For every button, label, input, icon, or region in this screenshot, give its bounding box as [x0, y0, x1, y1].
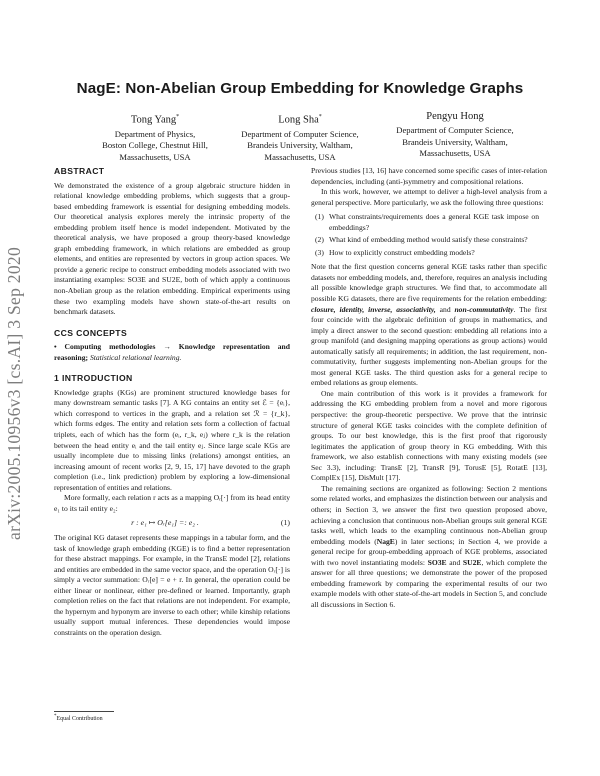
author-location: Massachusetts, USA [419, 148, 491, 159]
abstract-text: We demonstrated the existence of a group algebraic structure hidden in relational knowledge embedding problems, which suggests that a group-based embedding framework is essential for designing embedding models. Our theoretical analysis explores merely the intrinsic property of the embedding problem itself hence is model independent. Motivated by the theoretical analysis, we have proposed a group theory-based knowledge graph embedding framework, in which relations are embedded as group elements, and entities are represented by vectors in group action spaces. We provide a generic recipe to construct embedding models associated with two instantiating examples: SO3E and SU2E, both of which apply a continuous non-Abelian group as the relation embedding. Empirical experiments using these two exampling models have shown state-of-the-art results on benchmark datasets. [54, 180, 290, 317]
arxiv-identifier: arXiv:2005.10956v3 [cs.AI] 3 Sep 2020 [4, 246, 24, 540]
introduction-heading: 1 INTRODUCTION [54, 373, 133, 384]
emphasis-non-commutativity: non-commutativity [454, 304, 514, 314]
equation-1 [54, 518, 290, 529]
author-location: Massachusetts, USA [119, 151, 191, 162]
list-item: (2) What kind of embedding method would satisfy these constraints? [315, 235, 528, 245]
ccs-heading: CCS CONCEPTS [54, 327, 128, 338]
list-item: (1) What constraints/requirements does a general KGE task impose on embeddings? [315, 212, 539, 232]
right-paragraph-3: Note that the first question concerns general KGE tasks rather than specific datasets nor embedding models, and, therefore, requires an analysis including all possible knowledge graph structures. We find that, to accommodate all possible KG datasets, there are five requirements for the relation embedding: closure, identity, inverse, associativity, and non-commutativity. The first four coincide with the algebraic definition of groups in mathematics, and imply a direct answer to the second question: embedding all relations into a group manifold (and designing mapping operations as group actions) would automatically satisfy all requirements; in addition, the last requirement, non-commutativity, further suggests implementing non-Abelian groups for the most general KGE tasks. The third question asks for a general recipe to embed relations as group elements. [311, 262, 547, 388]
right-column [311, 166, 547, 610]
paper-title: NagE: Non-Abelian Group Embedding for Knowledge Graphs [76, 80, 524, 97]
right-paragraph-2: In this work, however, we attempt to deliver a high-level analysis from a general perspective. More particularly, we ask the following three questions: [311, 187, 547, 207]
model-nage: NagE [376, 536, 395, 546]
abstract-heading: ABSTRACT [54, 166, 105, 176]
author-name: Tong Yang* [130, 114, 180, 126]
right-paragraph-1: Previous studies [13, 16] have concerned some specific cases of inter-relation dependencies, including (anti-)symmetry and compositional relations. [311, 166, 547, 186]
intro-paragraph-3: The original KG dataset represents these mappings in a tabular form, and the task of knowledge graph embedding (KGE) is to find a better representation for these abstract mappings. For example, in the TransE model [2], relations and entities are embedded in the same vector space, and the operation Oᵣ[·] is simply a vector summation: Oᵣ[e] = e + r. In general, the operation could be either linear or nonlinear, either pre-defined or learned. Importantly, graph completion relies on the fact that relations are not independent. For example, the hypernym and hyponym are inverse to each other; while kinship relations usually support mutual inferences. These dependencies would impose constraints on the operation design. [54, 532, 290, 637]
emphasis-group-axioms: closure, identity, inverse, associativity, [311, 304, 436, 314]
author-department: Department of Computer Science, [396, 125, 514, 135]
ccs-bold: • Computing methodologies → Knowledge representation and reasoning; [54, 342, 290, 362]
intro-paragraph-1: Knowledge graphs (KGs) are prominent structured knowledge bases for many downstream semantic tasks [7]. A KG contains an entity set ℰ = {eᵢ}, which correspond to vertices in the graph, and a relation set ℛ = {r_k}, which forms edges. The entity and relation sets form a collection of factual triplets, each of which has the form (eᵢ, r_k, eⱼ) where r_k is the relation between the head entity eᵢ and the tail entity eⱼ. Since large scale KGs are usually incomplete due to missing links (relations) amongst entities, an increasing amount of recent works [2, 9, 15, 17] have devoted to the graph completion (i.e., link prediction) problem by exploring a low-dimensional representation of entities and relations. [54, 387, 290, 492]
intro-paragraph-2: More formally, each relation r acts as a mapping Oᵣ[·] from its head entity e₁ to its tail entity e₂: [54, 493, 290, 513]
author-department: Department of Computer Science, [241, 128, 359, 139]
ccs-italic: Statistical relational learning. [89, 352, 182, 362]
ccs-concepts [54, 342, 290, 363]
equation-body: r : e₁ ↦ Oᵣ[e₁] =: e₂ . [131, 518, 199, 528]
footnote-divider [54, 711, 114, 712]
equation-number: (1) [280, 518, 290, 528]
model-so3e: SO3E [427, 557, 447, 567]
author-name: Pengyu Hong [426, 111, 484, 122]
author-institution: Brandeis University, Waltham, [247, 140, 353, 151]
footnote: *Equal Contribution [54, 714, 103, 722]
author-institution: Boston College, Chestnut Hill, [102, 140, 208, 151]
author-block-3 [360, 110, 550, 160]
author-name: Long Sha* [278, 114, 322, 126]
right-paragraph-5: The remaining sections are organized as following: Section 2 mentions some related works, and emphasizes the distinction between our analysis and others; in Section 3, we answer the first two question proposed above, achieving a conclusion that continuous non-Abelian groups suit general KGE tasks well, which leads to the exampling continuous non-Abelian group embedding models (NagE) in later sections; in Section 4, we provide a general recipe for group-embedding approach of KGE problems, associated with two novel instantiating models: SO3E and SU2E, which complete the answer for all three questions; we demonstrate the power of the proposed embedding framework by comparing the experimental results of our two example models with other state-of-the-art models in Section 5, and conclude all discussions in Section 6. [311, 483, 548, 609]
right-paragraph-4: One main contribution of this work is it provides a framework for addressing the KG embedding problem from a novel and more rigorous perspective: the group-theoretic perspective. We prove that the intrinsic structure of general KGE tasks coincides with the complete definition of groups. To our best knowledge, this is the first proof that rigorously legitimates the application of group theory in KG embedding. With this framework, we also establish connections with many existing models (see Sec 3.3), including: TransE [2], TransR [9], TorusE [5], RotatE [13], ComplEx [15], DisMult [17]. [311, 388, 547, 483]
model-su2e: SU2E [462, 557, 482, 567]
list-item: (3) How to explicitly construct embedding models? [315, 247, 475, 257]
author-institution: Brandeis University, Waltham, [402, 136, 508, 147]
left-column [54, 166, 290, 638]
questions-list [311, 212, 547, 258]
author-department: Department of Physics, [114, 128, 196, 139]
author-location: Massachusetts, USA [264, 151, 336, 162]
